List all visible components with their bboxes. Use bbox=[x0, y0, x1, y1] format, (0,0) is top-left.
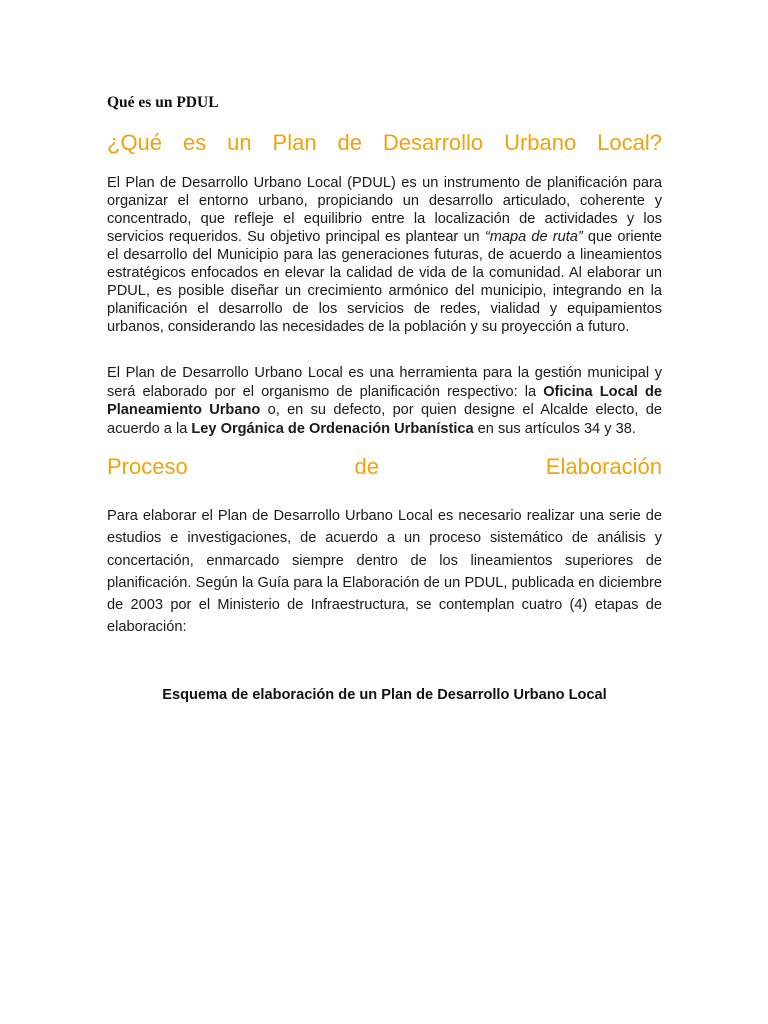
main-heading: ¿Qué es un Plan de Desarrollo Urbano Local? bbox=[107, 130, 662, 155]
document-small-title: Qué es un PDUL bbox=[107, 94, 219, 111]
paragraph-definition bbox=[107, 174, 662, 336]
process-heading-word: Elaboración bbox=[545, 454, 662, 479]
process-heading bbox=[107, 454, 662, 480]
bold-office-name: Oficina Local de Planeamiento Urbano bbox=[107, 383, 662, 418]
paragraph-text: El Plan de Desarrollo Urbano Local es una herramienta para la gestión municipal y será elaborado por el organismo de planificación respectivo: la bbox=[107, 365, 662, 400]
paragraph-responsibility bbox=[107, 364, 662, 438]
italic-phrase: “mapa de ruta” bbox=[484, 229, 583, 246]
paragraph-process: Para elaborar el Plan de Desarrollo Urbano Local es necesario realizar una serie de estudios e investigaciones, de acuerdo a un proceso sistemático de análisis y concertación, enmarcado siempre dentro de los lineamientos superiores de planificación. Según la Guía para la Elaboración de un PDUL, publicada en diciembre de 2003 por el Ministerio de Infraestructura, se contemplan cuatro (4) etapas de elaboración: bbox=[107, 508, 662, 636]
paragraph-text: en sus artículos 34 y 38. bbox=[473, 420, 636, 437]
process-heading-word: de bbox=[354, 454, 379, 479]
figure-caption: Esquema de elaboración de un Plan de Desarrollo Urbano Local bbox=[162, 687, 607, 703]
paragraph-text: que oriente el desarrollo del Municipio para las generaciones futuras, de acuerdo a lineamientos estratégicos enfocados en elevar la calidad de vida de la comunidad. Al elaborar un PDUL, es posible diseñar un crecimiento armónico del municipio, integrando en la planificación el desarrollo de los servicios de redes, vialidad y equipamientos urbanos, considerando las necesidades de la población y su proyección a futuro. bbox=[107, 229, 662, 336]
process-heading-word: Proceso bbox=[107, 454, 188, 479]
paragraph-text: El Plan de Desarrollo Urbano Local (PDUL) es un instrumento de planificación para organizar el entorno urbano, propiciando un desarrollo articulado, coherente y concentrado, que refleje el equilibrio entre la localización de actividades y los servicios requeridos. Su objetivo principal es plantear un bbox=[107, 175, 662, 246]
paragraph-text: o, en su defecto, por quien designe el Alcalde electo, de acuerdo a la bbox=[107, 402, 662, 437]
bold-law-name: Ley Orgánica de Ordenación Urbanística bbox=[191, 420, 474, 437]
